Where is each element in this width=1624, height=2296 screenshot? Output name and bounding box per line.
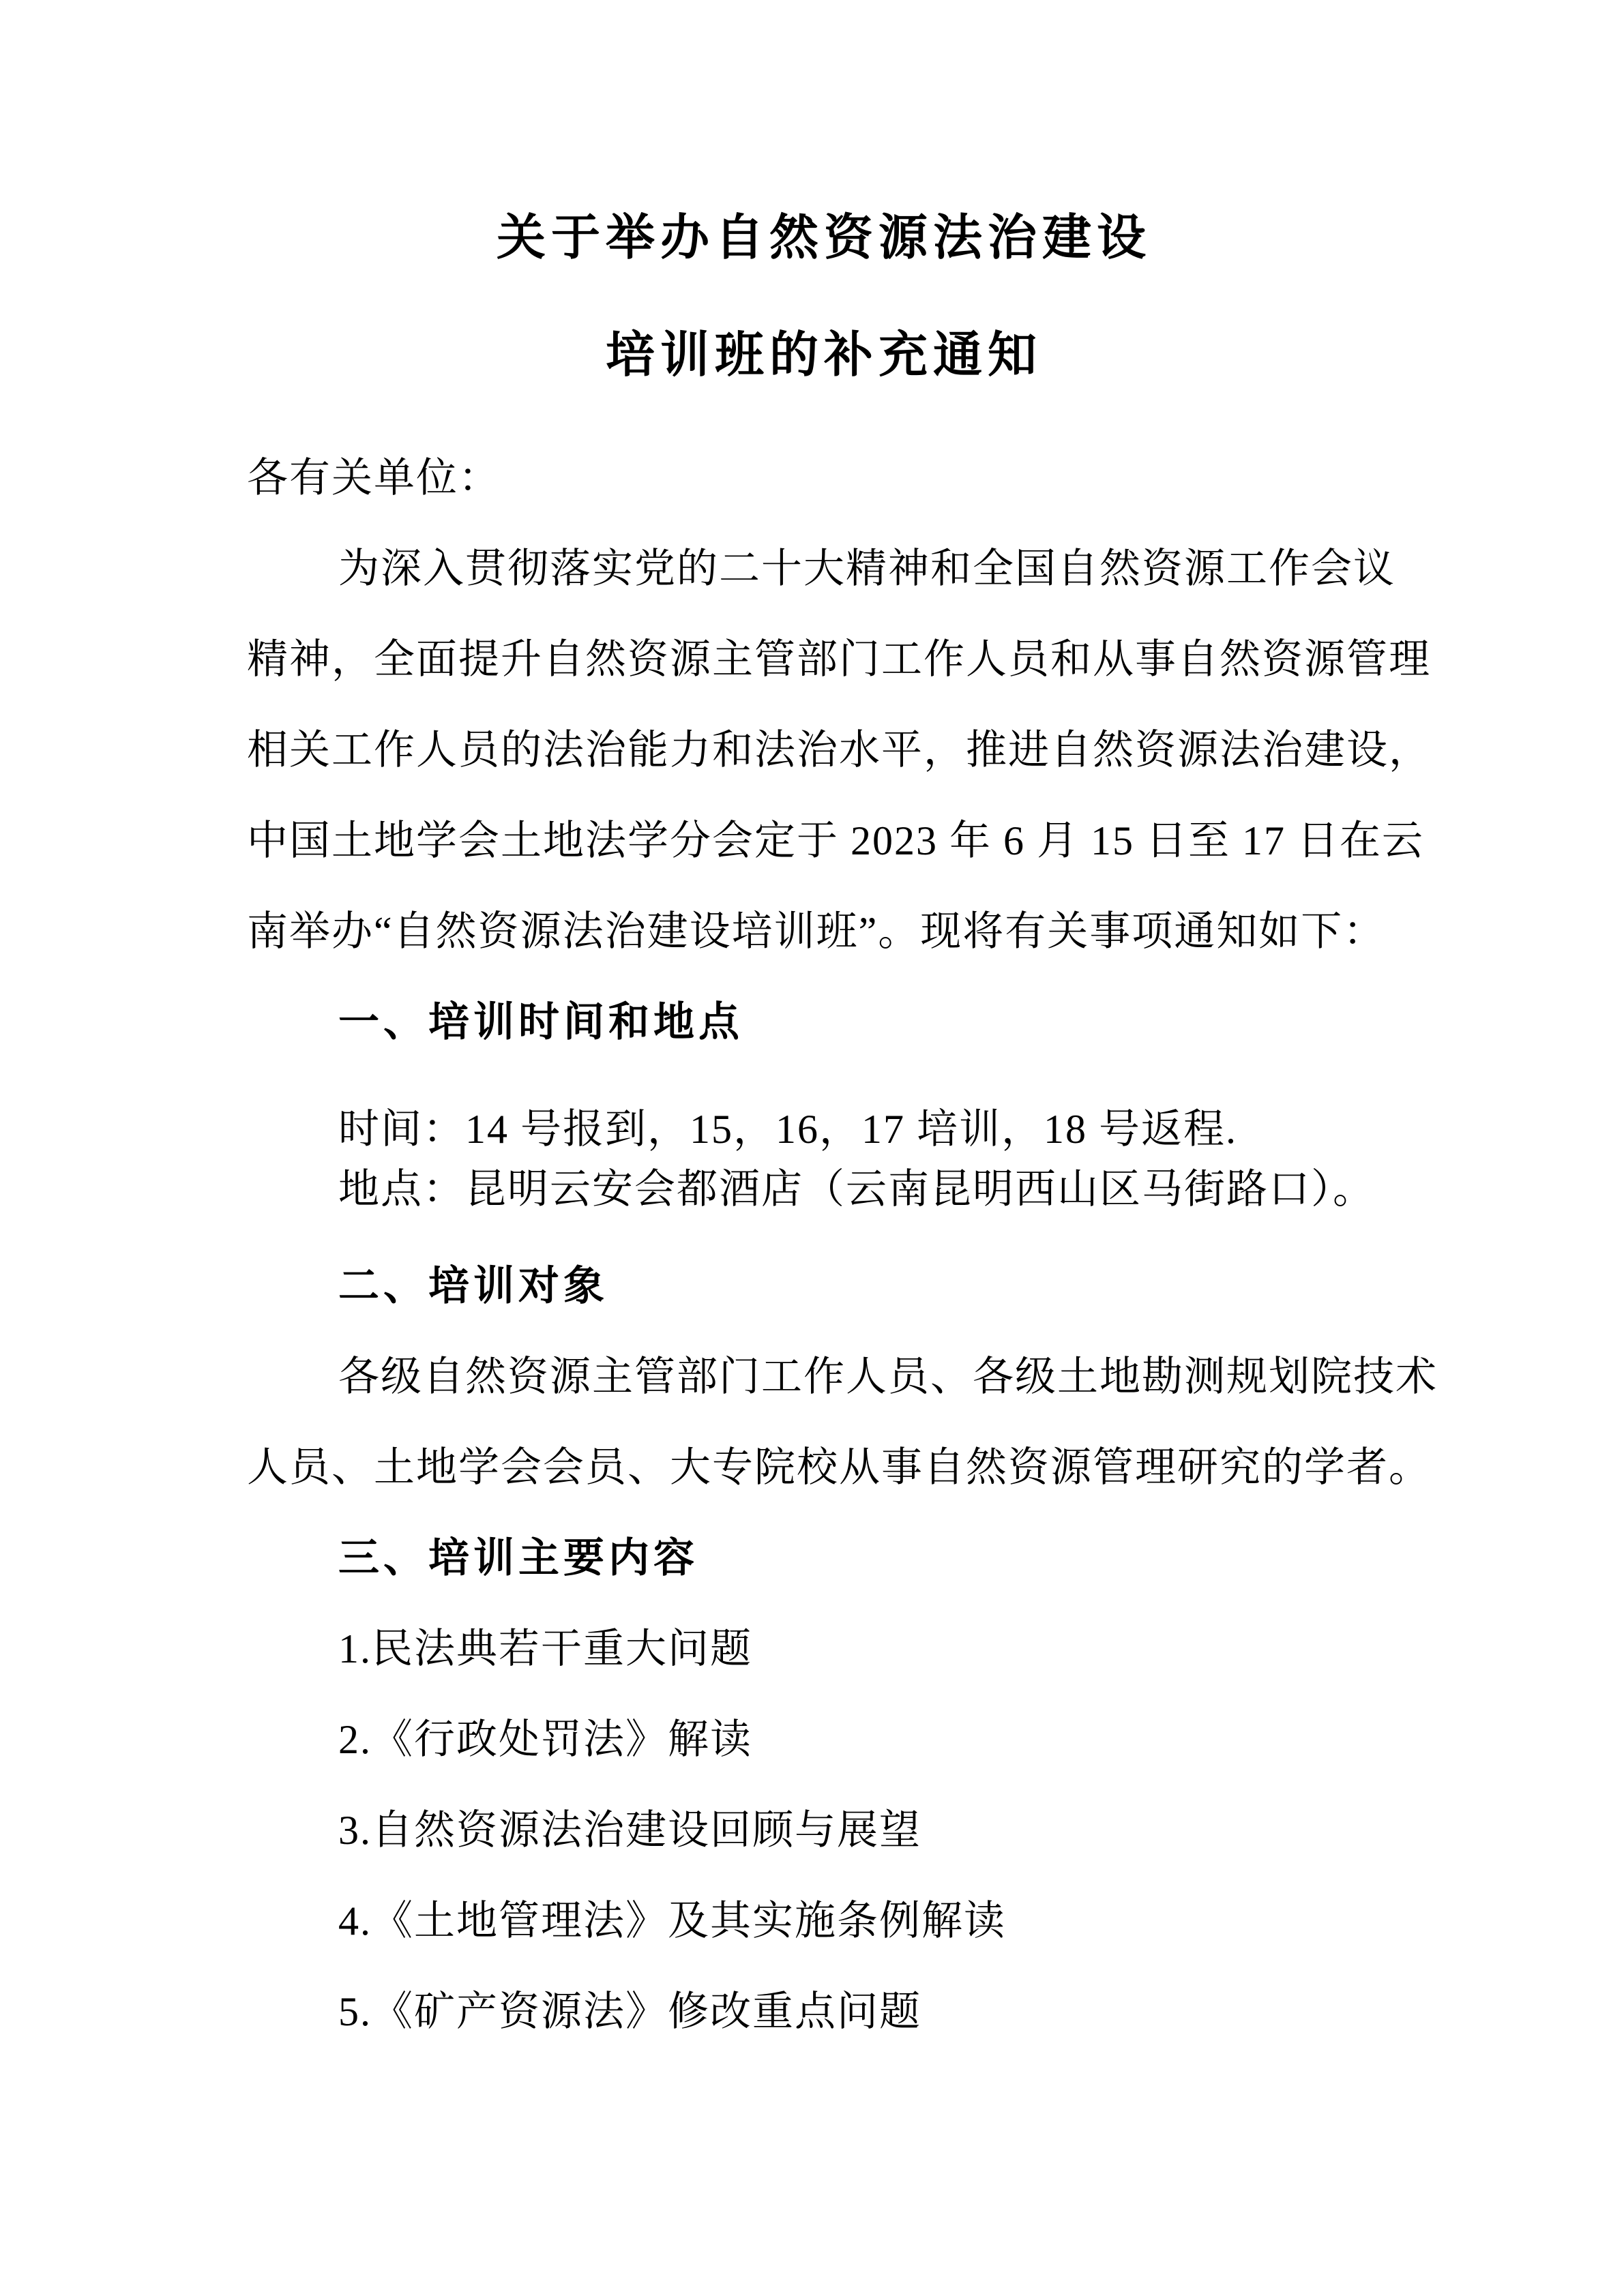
intro-line: 相关工作人员的法治能力和法治水平，推进自然资源法治建设，: [247, 728, 1431, 773]
title-line-1: 关于举办自然资源法治建设: [496, 211, 1151, 265]
document-title: [247, 0, 1401, 414]
list-item-1: 1.民法典若干重大问题: [338, 1626, 752, 1671]
salutation: 各有关单位：: [247, 456, 501, 501]
title-line-2: 培训班的补充通知: [605, 328, 1042, 383]
intro-line: 为深入贯彻落实党的二十大精神和全国自然资源工作会议: [338, 546, 1396, 591]
intro-line: 南举办“自然资源法治建设培训班”。现将有关事项通知如下：: [247, 909, 1386, 954]
section-3: [247, 1513, 1401, 2057]
place-line: 地点：昆明云安会都酒店（云南昆明西山区马街路口）。: [338, 1167, 1375, 1212]
section-2-line: 人员、土地学会会员、大专院校从事自然资源管理研究的学者。: [247, 1445, 1431, 1490]
list-item-2: 2.《行政处罚法》解读: [338, 1717, 752, 1762]
section-1: [247, 977, 1401, 1219]
section-3-heading: 三、培训主要内容: [338, 1536, 698, 1581]
section-1-heading: 一、培训时间和地点: [338, 1000, 743, 1045]
document-content: [247, 0, 1438, 2057]
list-item-5: 5.《矿产资源法》修改重点问题: [338, 1989, 921, 2034]
intro-paragraph: [247, 524, 1431, 977]
time-line: 时间：14 号报到，15，16，17 培训，18 号返程.: [338, 1107, 1237, 1152]
section-2: [247, 1241, 1438, 1513]
list-item-4: 4.《土地管理法》及其实施条例解读: [338, 1898, 1006, 1943]
intro-line: 精神，全面提升自然资源主管部门工作人员和从事自然资源管理: [247, 637, 1431, 682]
section-2-line: 各级自然资源主管部门工作人员、各级土地勘测规划院技术: [338, 1354, 1438, 1399]
time-place-block: [247, 1099, 1401, 1219]
intro-line: 中国土地学会土地法学分会定于 2023 年 6 月 15 日至 17 日在云: [247, 818, 1424, 863]
list-item-3: 3.自然资源法治建设回顾与展望: [338, 1808, 921, 1853]
section-2-heading: 二、培训对象: [338, 1264, 608, 1309]
